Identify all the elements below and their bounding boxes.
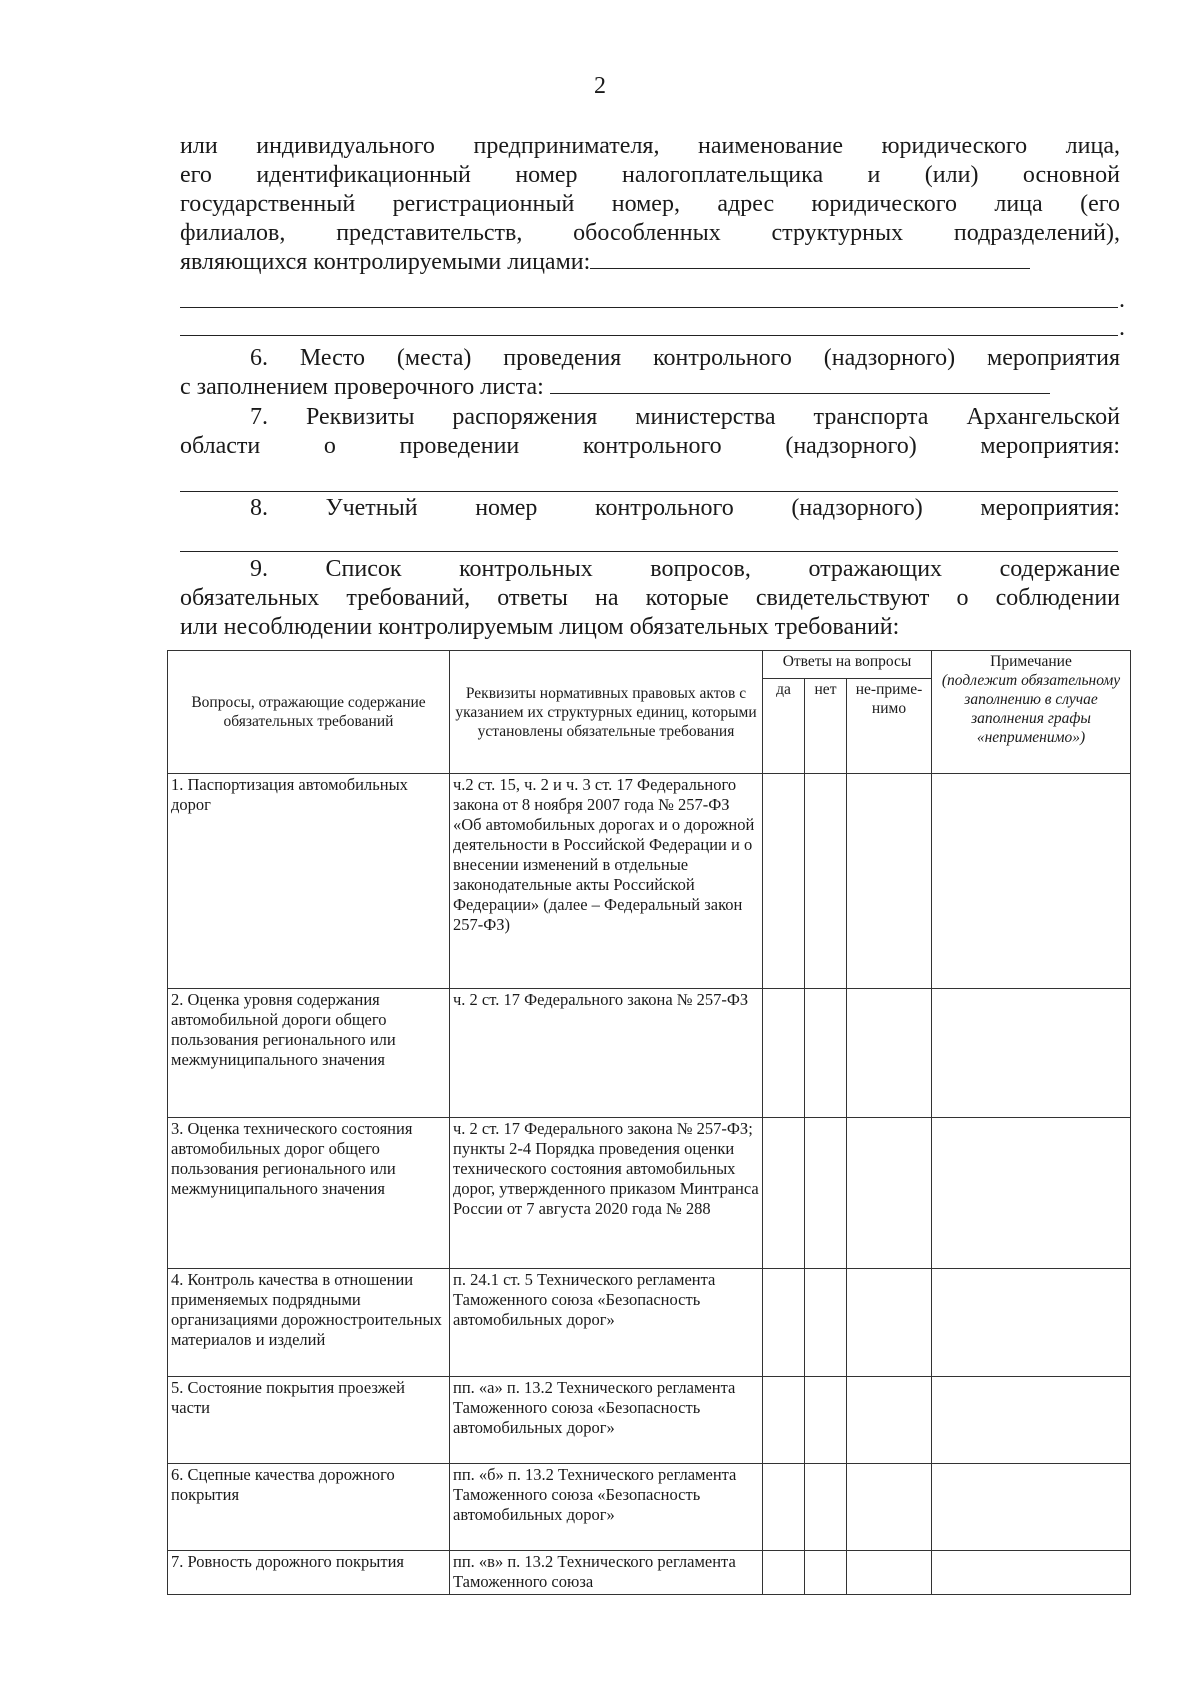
row-question: 6. Сцепные качества дорожного покрытия (168, 1464, 450, 1551)
note-cell[interactable] (932, 1269, 1131, 1377)
row-requisites: ч. 2 ст. 17 Федерального закона № 257-ФЗ (450, 989, 763, 1118)
item-9-last-line: или несоблюдении контролируемым лицом обязательных требований: (180, 614, 900, 640)
item-8-line (180, 494, 1120, 523)
item-6-text: с заполнением проверочного листа: (180, 374, 544, 400)
row-question: 1. Паспортизация автомобильных дорог (168, 774, 450, 989)
inspection-place-blank[interactable] (550, 393, 1050, 394)
row-question: 5. Состояние покрытия проезжей части (168, 1377, 450, 1464)
row-requisites: пп. «в» п. 13.2 Технического регламента Таможенного союза (450, 1551, 763, 1595)
item-7-paragraph (180, 403, 1120, 461)
checklist-table (167, 650, 1131, 1595)
note-cell[interactable] (932, 1464, 1131, 1551)
item-7-line (180, 403, 1120, 432)
header-requisites: Реквизиты нормативных правовых актов с указанием их структурных единиц, которыми установлены обязательные требования (450, 651, 763, 774)
table-row (168, 1551, 1131, 1595)
answer-yes-cell[interactable] (763, 1377, 805, 1464)
answer-na-cell[interactable] (847, 1551, 932, 1595)
intro-last-text: являющихся контролируемыми лицами: (180, 249, 591, 275)
period-mark: . (1119, 315, 1125, 341)
header-answers: Ответы на вопросы (763, 651, 932, 679)
answer-no-cell[interactable] (805, 1118, 847, 1269)
header-note-italic: (подлежит обязательному заполнению в случае заполнения графы «неприменимо») (941, 672, 1121, 746)
answer-na-cell[interactable] (847, 1377, 932, 1464)
row-question: 4. Контроль качества в отношении применяемых подрядными организациями дорожностроительных материалов и изделий (168, 1269, 450, 1377)
item-6-text: 6. Место (места) проведения контрольного (надзорного) мероприятия (250, 345, 1120, 371)
header-note (932, 651, 1131, 774)
answer-no-cell[interactable] (805, 1464, 847, 1551)
blank-line[interactable] (180, 307, 1118, 308)
header-note-title: Примечание (990, 653, 1072, 670)
note-cell[interactable] (932, 989, 1131, 1118)
answer-no-cell[interactable] (805, 1551, 847, 1595)
page-number: 2 (594, 73, 606, 99)
account-number-blank[interactable] (180, 551, 1118, 552)
intro-line: филиалов, представительств, обособленных структурных подразделений), (180, 220, 1120, 246)
answer-no-cell[interactable] (805, 1377, 847, 1464)
intro-paragraph (180, 132, 1120, 277)
header-questions: Вопросы, отражающие содержание обязательных требований (168, 651, 450, 774)
intro-line: или индивидуального предпринимателя, наименование юридического лица, (180, 133, 1120, 159)
answer-na-cell[interactable] (847, 1118, 932, 1269)
item-6-paragraph (180, 344, 1120, 402)
answer-no-cell[interactable] (805, 1269, 847, 1377)
table-row (168, 1269, 1131, 1377)
blank-line[interactable] (180, 335, 1118, 336)
answer-yes-cell[interactable] (763, 774, 805, 989)
note-cell[interactable] (932, 1377, 1131, 1464)
answer-yes-cell[interactable] (763, 1551, 805, 1595)
row-requisites: пп. «б» п. 13.2 Технического регламента Таможенного союза «Безопасность автомобильных дорог» (450, 1464, 763, 1551)
answer-na-cell[interactable] (847, 989, 932, 1118)
item-9-line: обязательных требований, ответы на которые свидетельствуют о соблюдении (180, 585, 1120, 611)
item-9-line (180, 555, 1120, 584)
item-9-text: 9. Список контрольных вопросов, отражающих содержание (250, 556, 1120, 582)
answer-no-cell[interactable] (805, 774, 847, 989)
answer-yes-cell[interactable] (763, 989, 805, 1118)
header-na: не-приме-нимо (847, 679, 932, 774)
row-requisites: ч. 2 ст. 17 Федерального закона № 257-ФЗ; пункты 2-4 Порядка проведения оценки технического состояния автомобильных дорог, утвержденного приказом Минтранса России от 7 августа 2020 года № 288 (450, 1118, 763, 1269)
table-row (168, 989, 1131, 1118)
table-row (168, 1464, 1131, 1551)
period-mark: . (1119, 287, 1125, 313)
table-row (168, 774, 1131, 989)
item-9-paragraph (180, 555, 1120, 642)
answer-yes-cell[interactable] (763, 1118, 805, 1269)
note-cell[interactable] (932, 774, 1131, 989)
item-8-paragraph (180, 494, 1120, 523)
row-requisites: ч.2 ст. 15, ч. 2 и ч. 3 ст. 17 Федерального закона от 8 ноября 2007 года № 257-ФЗ «Об автомобильных дорогах и о дорожной деятельности в Российской Федерации и о внесении изменений в отдельные законодательные акты Российской Федерации» (далее – Федеральный закон 257-ФЗ) (450, 774, 763, 989)
note-cell[interactable] (932, 1551, 1131, 1595)
order-requisites-blank[interactable] (180, 491, 1118, 492)
item-6-line-2 (180, 373, 1120, 402)
row-question: 2. Оценка уровня содержания автомобильной дороги общего пользования регионального или межмуниципального значения (168, 989, 450, 1118)
item-6-line (180, 344, 1120, 373)
header-yes: да (763, 679, 805, 774)
item-8-text: 8. Учетный номер контрольного (надзорного) мероприятия: (250, 495, 1120, 521)
note-cell[interactable] (932, 1118, 1131, 1269)
item-7-text: 7. Реквизиты распоряжения министерства транспорта Архангельской (250, 404, 1120, 430)
intro-line: его идентификационный номер налогоплательщика и (или) основной (180, 162, 1120, 188)
row-question: 7. Ровность дорожного покрытия (168, 1551, 450, 1595)
answer-na-cell[interactable] (847, 774, 932, 989)
intro-last-line (180, 248, 1120, 277)
answer-na-cell[interactable] (847, 1464, 932, 1551)
answer-na-cell[interactable] (847, 1269, 932, 1377)
answer-yes-cell[interactable] (763, 1464, 805, 1551)
header-no: нет (805, 679, 847, 774)
answer-yes-cell[interactable] (763, 1269, 805, 1377)
table-row (168, 1118, 1131, 1269)
row-question: 3. Оценка технического состояния автомобильных дорог общего пользования регионального или межмуниципального значения (168, 1118, 450, 1269)
answer-no-cell[interactable] (805, 989, 847, 1118)
intro-line: государственный регистрационный номер, адрес юридического лица (его (180, 191, 1120, 217)
table-header-row (168, 651, 1131, 679)
row-requisites: п. 24.1 ст. 5 Технического регламента Таможенного союза «Безопасность автомобильных дорог» (450, 1269, 763, 1377)
row-requisites: пп. «а» п. 13.2 Технического регламента Таможенного союза «Безопасность автомобильных дорог» (450, 1377, 763, 1464)
controlled-persons-blank[interactable] (590, 268, 1030, 269)
table-row (168, 1377, 1131, 1464)
item-7-line-2: области о проведении контрольного (надзорного) мероприятия: (180, 433, 1120, 459)
